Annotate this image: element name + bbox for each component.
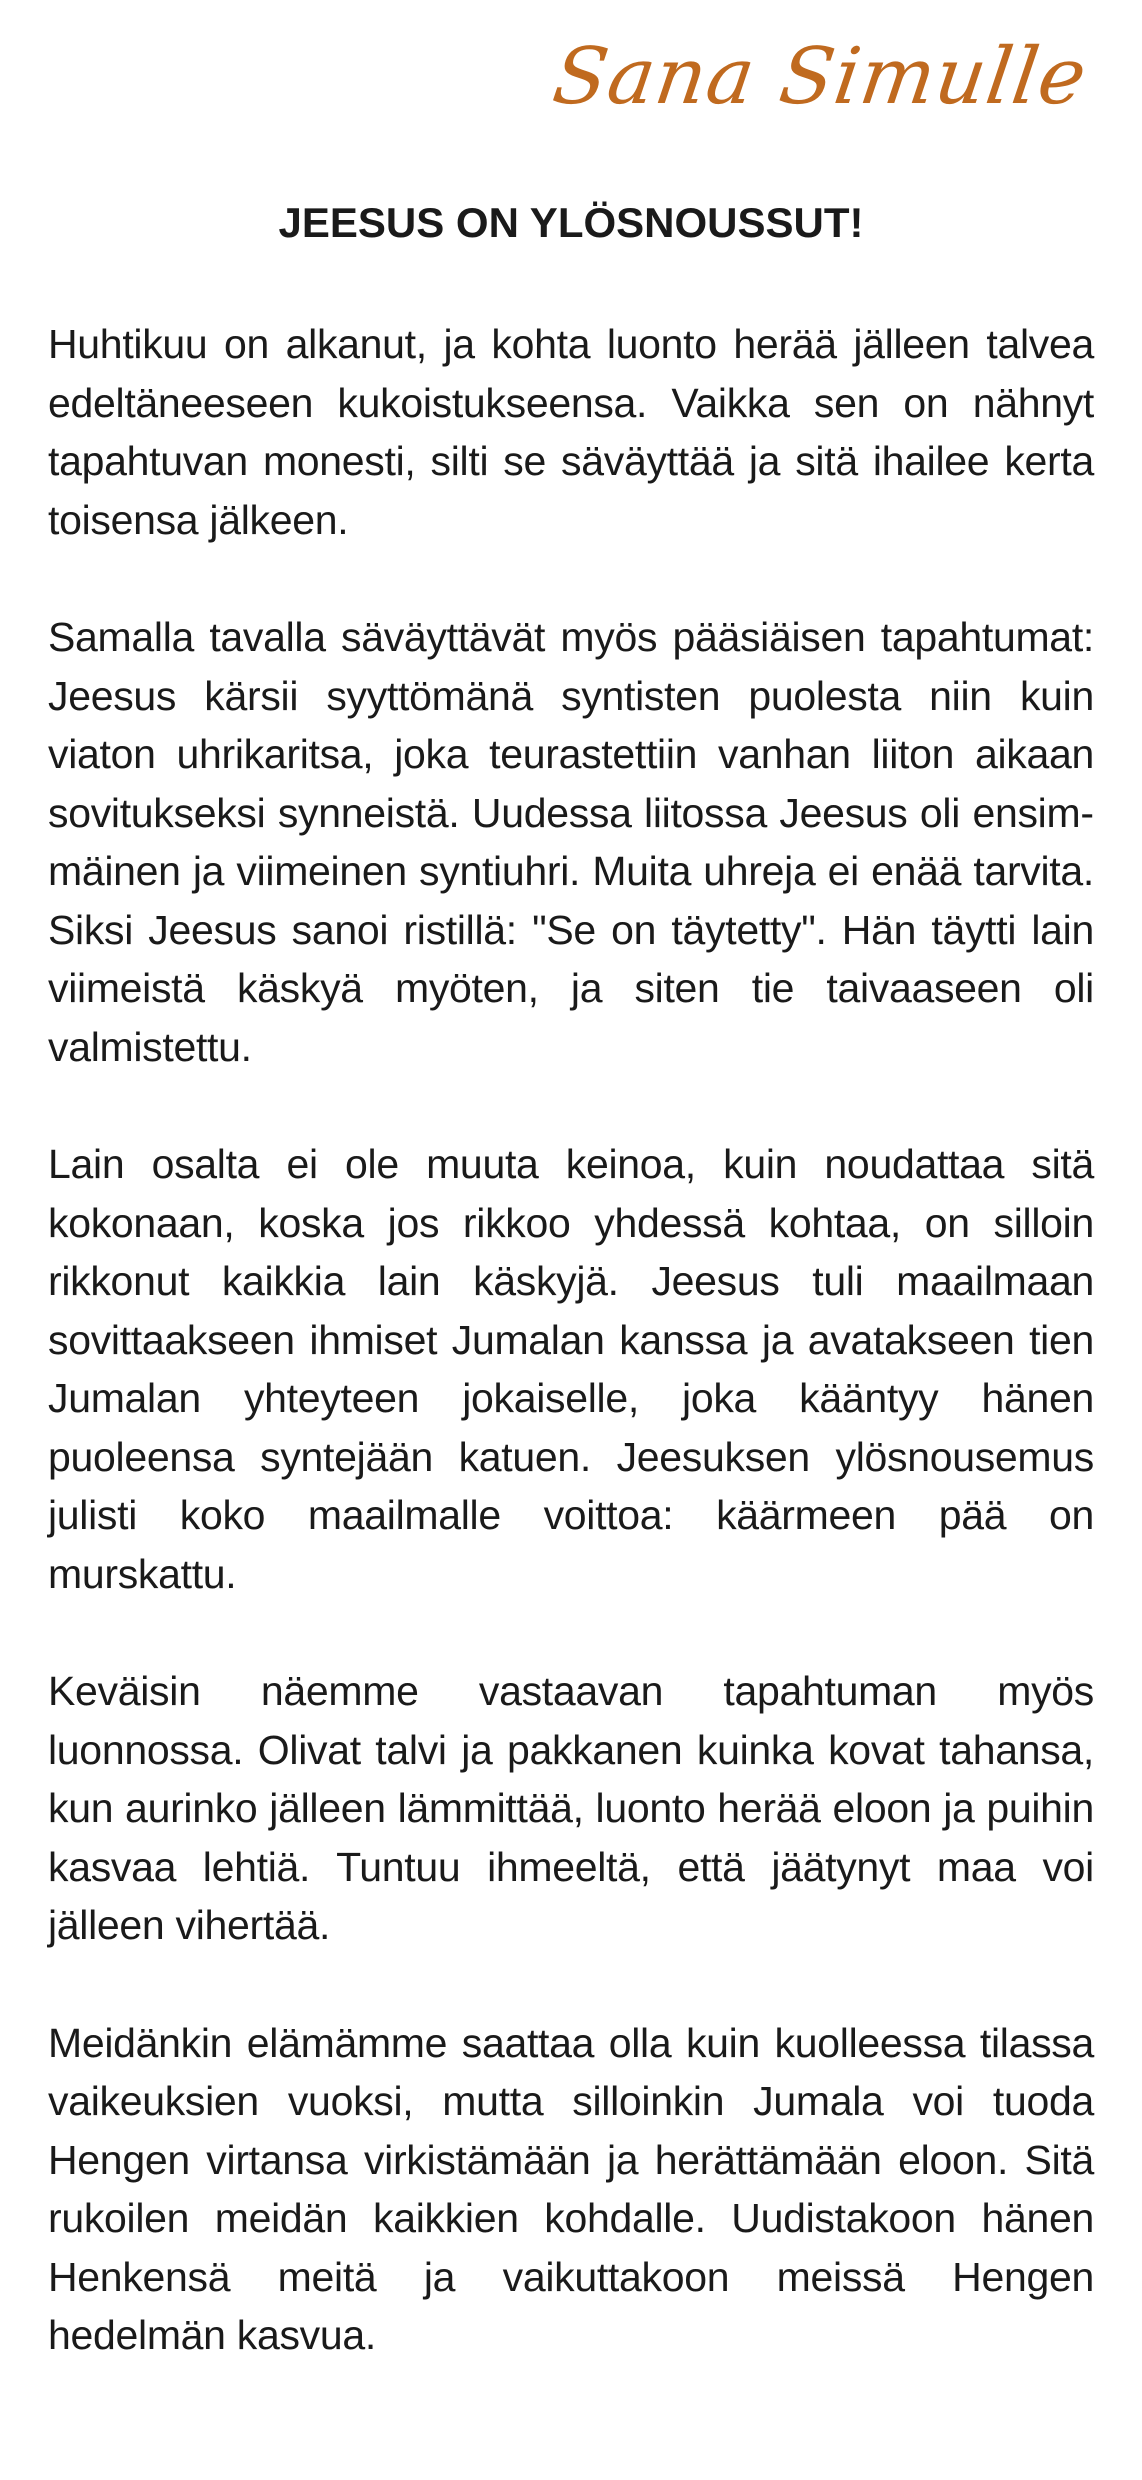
article-title: JEESUS ON YLÖSNOUSSUT! [278,199,864,246]
paragraph-5: Meidänkin elämämme saattaa olla kuin kuolleessa tilassa vaikeuksien vuoksi, mutta silloinkin Jumala voi tuoda Hengen virtansa virkistämään ja herättämään eloon. Sitä rukoilen meidän kaikkien kohdalle. Uudistakoon hänen Henkensä meitä ja vaikuttakoon meissä Hengen hedelmän kasvua. [48,2019,1094,2358]
paragraph-2: Samalla tavalla säväyttävät myös pääsiäisen tapahtumat: Jeesus kärsii syyttömänä syntisten puolesta niin kuin viaton uhrikaritsa, joka teurastettiin vanhan liiton aikaan sovitukseksi synneistä. Uudessa liitossa Jeesus oli ensimmäinen ja viimeinen syntiuhri. Muita uhreja ei enää tarvita. Siksi Jeesus sanoi ristillä: "Se on täytetty". Hän täytti lain viimeistä käskyä myöten, ja siten tie taivaaseen oli valmistettu. [48,614,1094,1070]
paragraph-1: Huhtikuu on alkanut, ja kohta luonto herää jälleen talvea edeltäneeseen kukoistukseensa. Vaikka sen on nähnyt tapahtuvan monesti, silti se säväyttää ja sitä ihailee kerta toisensa jälkeen. [48,321,1094,543]
article-body [48,315,1094,2365]
paragraph-3: Lain osalta ei ole muuta keinoa, kuin noudattaa sitä kokonaan, koska jos rikkoo yhdessä kohtaa, on silloin rikkonut kaikkia lain käskyjä. Jeesus tuli maailmaan sovittaakseen ihmiset Jumalan kanssa ja avatakseen tien Jumalan yhteyteen jokaiselle, joka kääntyy hänen puoleensa syntejään katuen. Jeesuksen ylösnousemus julisti koko maailmalle voittoa: käärmeen pää on murskattu. [48,1141,1094,1597]
paragraph-4: Keväisin näemme vastaavan tapahtuman myös luonnossa. Olivat talvi ja pakkanen kuinka kovat tahansa, kun aurinko jälleen lämmittää, luonto herää eloon ja puihin kasvaa lehtiä. Tuntuu ihmeeltä, että jäätynyt maa voi jälleen vihertää. [48,1668,1094,1948]
brand-logo: Sana Simulle [547,32,1093,122]
